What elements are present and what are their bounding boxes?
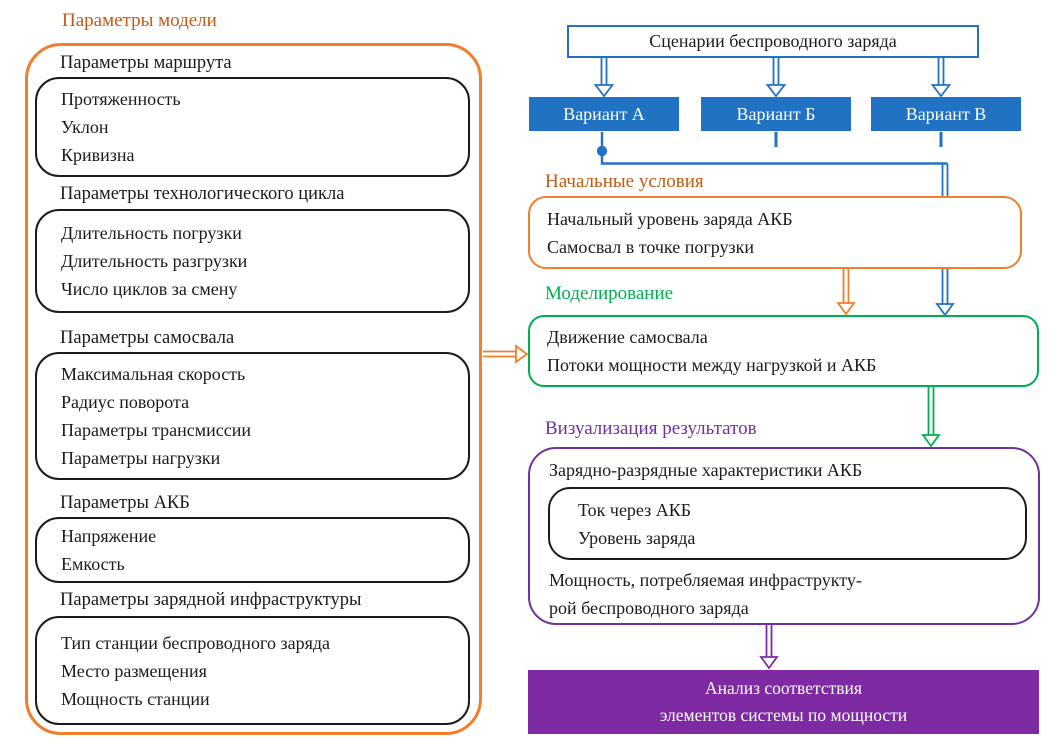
arrow-params-to-modeling [483, 346, 527, 362]
initial-conditions-box [528, 196, 1022, 269]
junction-dot [597, 146, 607, 156]
battery-output-item: Уровень заряда [578, 527, 696, 548]
section-heading-route: Параметры маршрута [60, 53, 232, 73]
power-consumption-line: Мощность, потребляемая инфраструкту- [549, 570, 862, 590]
analysis-line: Анализ соответствия [705, 678, 862, 698]
param-item: Максимальная скорость [61, 364, 246, 384]
param-item: Тип станции беспроводного заряда [61, 632, 330, 653]
variant-a-label: Вариант А [563, 103, 645, 124]
analysis-box [528, 670, 1039, 734]
param-item: Уклон [61, 117, 109, 137]
arrow-scenarios-to-variant-a [596, 58, 613, 96]
modeling-box [528, 315, 1039, 387]
param-item: Радиус поворота [61, 392, 190, 412]
param-item: Параметры трансмиссии [61, 420, 252, 440]
battery-output-box [548, 487, 1027, 560]
param-item: Емкость [61, 554, 125, 574]
model-parameters-title: Параметры модели [62, 10, 217, 31]
cycle-params-box [35, 209, 470, 313]
modeling-label: Моделирование [545, 283, 674, 304]
param-item: Место размещения [61, 660, 207, 681]
initial-item: Начальный уровень заряда АКБ [547, 208, 793, 229]
truck-params-box [35, 352, 470, 480]
param-item: Мощность станции [61, 688, 210, 709]
variant-v-box [871, 97, 1021, 131]
modeling-item: Движение самосвала [547, 327, 708, 347]
variant-v-label: Вариант В [905, 103, 987, 124]
param-item: Напряжение [61, 526, 157, 546]
route-params-box [35, 77, 470, 177]
param-item: Длительность разгрузки [61, 251, 248, 271]
visualization-box [528, 447, 1040, 625]
initial-item: Самосвал в точке погрузки [547, 236, 754, 257]
section-heading-cycle: Параметры технологического цикла [60, 184, 345, 204]
scenarios-box [567, 25, 979, 58]
analysis-line: элементов системы по мощности [659, 705, 908, 725]
arrow-modeling-to-visualization [923, 387, 939, 446]
param-item: Кривизна [61, 145, 135, 165]
visualization-heading: Зарядно-разрядные характеристики АКБ [549, 460, 863, 480]
section-heading-battery: Параметры АКБ [60, 493, 190, 513]
arrow-visualization-to-analysis [761, 625, 777, 668]
param-item: Длительность погрузки [61, 223, 242, 243]
param-item: Параметры нагрузки [61, 448, 221, 468]
arrow-scenarios-to-variant-b [768, 58, 785, 96]
initial-conditions-label: Начальные условия [545, 171, 704, 192]
param-item: Число циклов за смену [61, 279, 238, 299]
arrow-initial-to-modeling [838, 269, 854, 314]
section-heading-truck: Параметры самосвала [60, 328, 235, 348]
variant-b-box [701, 97, 851, 131]
visualization-label: Визуализация результатов [545, 418, 757, 439]
power-consumption-line: рой беспроводного заряда [549, 598, 749, 618]
variant-b-label: Вариант Б [736, 103, 816, 124]
variant-a-box [529, 97, 679, 131]
infrastructure-params-box [35, 616, 470, 725]
battery-params-box [35, 517, 470, 583]
section-heading-infrastructure: Параметры зарядной инфраструктуры [60, 590, 362, 610]
scenarios-title: Сценарии беспроводного заряда [649, 31, 897, 51]
modeling-item: Потоки мощности между нагрузкой и АКБ [547, 355, 877, 375]
param-item: Протяженность [61, 89, 181, 109]
arrow-scenarios-to-variant-v [933, 58, 950, 96]
battery-output-item: Ток через АКБ [578, 499, 692, 520]
